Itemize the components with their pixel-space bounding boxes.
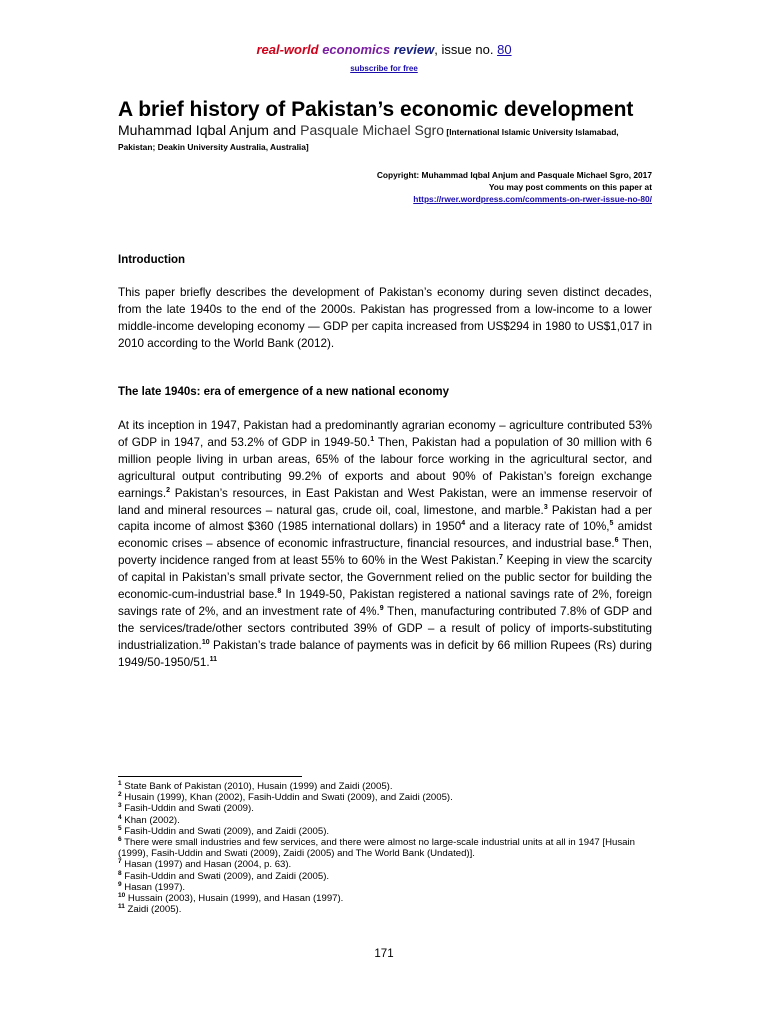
paragraph-text: In 1949-50, Pakistan registered a national savings rate of 2%, foreign savings rate of 2%, and an investment rate of 4%.: [118, 588, 652, 618]
footnote-5: [118, 826, 652, 837]
comments-line: You may post comments on this paper at: [488, 182, 652, 192]
footnote-ref[interactable]: 9: [379, 605, 384, 613]
footnote-text: Hasan (1997).: [121, 881, 186, 893]
author-1: Muhammad Iqbal Anjum: [118, 122, 269, 138]
paragraph-text: Pakistan had a per capita income of almost $360 (1985 international dollars) in 1950: [118, 503, 652, 534]
introduction-paragraph: This paper briefly describes the development of Pakistan’s economy during seven distinct decades, from the late 1940s to the end of the 2000s. Pakistan has progressed from a low-income to a lower middle-income developing economy — GDP per capita increased from US$294 in 1980 to US$1,017 in 2010 according to the World Bank (2012).: [118, 286, 652, 350]
journal-header: [0, 42, 768, 76]
journal-name-economics: economics: [322, 42, 391, 57]
footnote-text: State Bank of Pakistan (2010), Husain (1999) and Zaidi (2005).: [121, 781, 393, 792]
footnote-text: Hussain (2003), Husain (1999), and Hasan (1997).: [125, 893, 344, 905]
paragraph-text: Keeping in view the scarcity of capital in Pakistan’s small private sector, the Government relied on the public sector for building the economic-cum-industrial base.: [118, 554, 652, 602]
footnote-text: There were small industries and few services, and there were almost no large-scale industrial units at all in 1947 [Husain (1999), Fasih-Uddin and Swati (2009), Zaidi (2005) and The World Bank (Undated)].: [118, 837, 635, 860]
author-affiliation: [International Islamic University Islamabad, Pakistan; Deakin University Australia, Australia]: [118, 127, 619, 152]
section-heading-introduction: Introduction: [118, 254, 186, 266]
footnote-number: 5: [118, 824, 122, 832]
copyright-block: [232, 169, 652, 205]
footnote-ref[interactable]: 3: [543, 503, 548, 511]
footnote-number: 3: [118, 802, 122, 810]
author-conjunction: and: [268, 122, 301, 138]
journal-title-line: [0, 42, 768, 58]
footnote-text: Fasih-Uddin and Swati (2009), and Zaidi (2005).: [121, 825, 330, 837]
author-line: [118, 123, 638, 154]
footnote-text: Khan (2002).: [121, 814, 180, 826]
footnote-ref[interactable]: 6: [614, 537, 619, 545]
footnote-number: 8: [118, 869, 122, 877]
paragraph-text: amidst economic crises – absence of economic infrastructure, financial resources, and industrial base.: [118, 520, 653, 551]
paragraph-text: Then, manufacturing contributed 7.8% of GDP and the services/trade/other sectors contributed 39% of GDP – a result of policy of imports-substituting industrialization.: [118, 604, 653, 652]
footnote-number: 7: [118, 858, 122, 866]
paragraph-text: Pakistan’s resources, in East Pakistan and West Pakistan, were an immense reservoir of land and mineral resources – natural gas, crude oil, coal, limestone, and marble.: [118, 486, 652, 517]
footnotes-list: [118, 781, 652, 915]
issue-number-link[interactable]: 80: [497, 42, 512, 57]
subscribe-link[interactable]: subscribe for free: [350, 64, 418, 73]
footnote-text: Hasan (1997) and Hasan (2004, p. 63).: [121, 859, 292, 871]
footnote-text: Fasih-Uddin and Swati (2009).: [121, 803, 254, 815]
journal-name-real-world: real-world: [256, 42, 319, 57]
footnote-number: 2: [118, 791, 122, 799]
comments-url-link[interactable]: https://rwer.wordpress.com/comments-on-rwer-issue-no-80/: [413, 194, 652, 204]
paragraph-text: Pakistan’s trade balance of payments was in deficit by 66 million Rupees (Rs) during 1949/50-1950/51.: [118, 638, 652, 669]
issue-label: , issue no.: [434, 42, 498, 57]
footnote-number: 11: [118, 903, 125, 911]
footnote-text: Husain (1999), Khan (2002), Fasih-Uddin and Swati (2009), and Zaidi (2005).: [121, 792, 453, 804]
footnote-ref[interactable]: 8: [277, 588, 282, 596]
footnote-ref[interactable]: 7: [499, 554, 503, 562]
footnote-11: [118, 904, 652, 915]
paragraph-text: Then, Pakistan had a population of 30 million with 6 million people living in urban areas, 65% of the labour force working in the agricultural sector, and agricultural output contributing 99.2% of exports and about 90% of Pakistan’s foreign exchange earnings.: [118, 435, 652, 500]
footnote-6: [118, 837, 652, 859]
footnote-ref[interactable]: 2: [166, 486, 170, 494]
footnote-ref[interactable]: 10: [201, 638, 210, 646]
paper-title: A brief history of Pakistan’s economic development: [118, 98, 634, 121]
copyright-line: Copyright: Muhammad Iqbal Anjum and Pasquale Michael Sgro, 2017: [376, 170, 652, 180]
footnote-9: [118, 882, 652, 893]
footnote-number: 10: [118, 891, 126, 899]
journal-name-review: review: [393, 42, 435, 57]
footnote-text: Zaidi (2005).: [124, 904, 182, 916]
footnote-number: 9: [118, 880, 122, 888]
footnote-2: [118, 792, 652, 803]
page-number: 171: [374, 948, 394, 960]
footnote-ref[interactable]: 1: [370, 436, 375, 444]
late-1940s-paragraph: [118, 418, 652, 672]
footnote-4: [118, 815, 652, 826]
footnote-ref[interactable]: 5: [609, 520, 614, 528]
author-2: Pasquale Michael Sgro: [300, 122, 445, 138]
paragraph-text: Then, poverty incidence ranged from at least 55% to 60% in the West Pakistan.: [118, 537, 652, 568]
footnote-number: 6: [118, 835, 122, 843]
footnote-separator: [118, 776, 302, 777]
paragraph-text: At its inception in 1947, Pakistan had a predominantly agrarian economy – agriculture contributed 53% of GDP in 1947, and 53.2% of GDP in 1949-50.: [118, 419, 652, 449]
footnote-text: Fasih-Uddin and Swati (2009), and Zaidi (2005).: [121, 870, 330, 882]
footnote-1: [118, 781, 652, 792]
section-heading-late-1940s: The late 1940s: era of emergence of a new national economy: [118, 386, 450, 398]
footnote-ref[interactable]: 11: [209, 655, 218, 663]
footnote-8: [118, 871, 652, 882]
footnote-number: 1: [118, 779, 122, 787]
paragraph-text: and a literacy rate of 10%,: [465, 520, 610, 534]
footnote-3: [118, 803, 652, 814]
footnote-number: 4: [118, 813, 122, 821]
footnote-10: [118, 893, 652, 904]
footnote-7: [118, 859, 652, 870]
footnote-ref[interactable]: 4: [461, 520, 466, 528]
